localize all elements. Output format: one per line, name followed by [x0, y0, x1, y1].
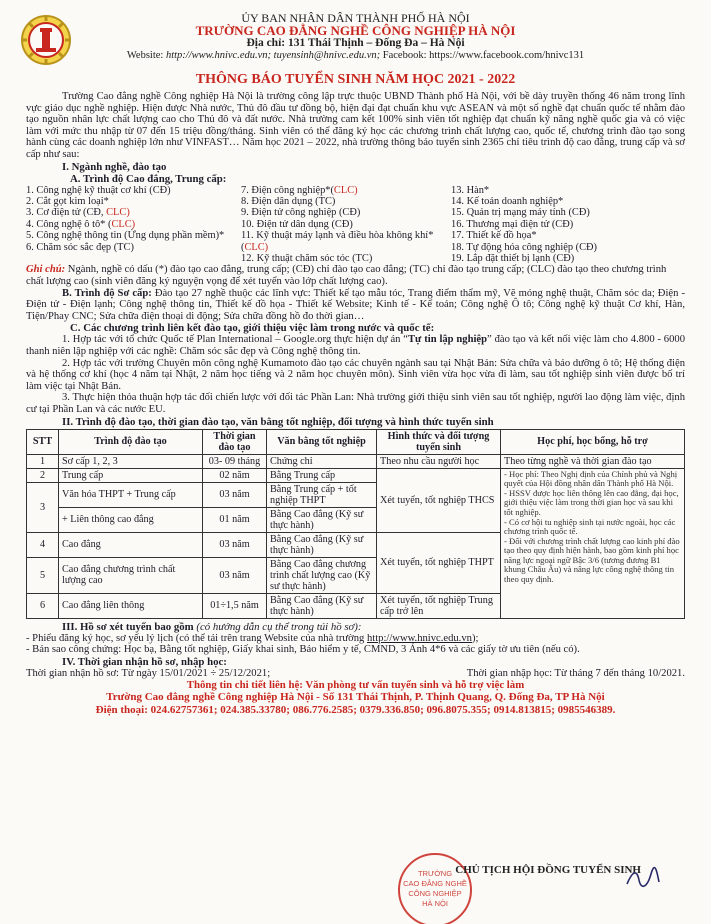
col-header: STT	[27, 429, 59, 454]
program-item: 10. Điện tử dân dụng (CĐ)	[241, 218, 353, 230]
documents-line-2: - Bản sao công chứng: Học bạ, Bằng tốt nghiệp, Giấy khai sinh, Bảo hiểm y tế, CMND, 3 Ảnh 4*6 và các giấy tờ ưu tiên (nếu có).	[26, 644, 580, 656]
program-item: 19. Lắp đặt thiết bị lạnh (CĐ)	[451, 253, 575, 264]
authority-name: ỦY BAN NHÂN DÂN THÀNH PHỐ HÀ NỘI	[241, 11, 470, 25]
table-row: + Liên thông cao đẳng 01 năm Bằng Cao đẳng (Kỹ sư thực hành)	[27, 507, 685, 532]
program-item: 6. Chăm sóc sắc đẹp (TC)	[26, 241, 134, 253]
notice-title: THÔNG BÁO TUYỂN SINH NĂM HỌC 2021 - 2022	[195, 72, 516, 87]
table-row: 5 Cao đẳng chương trình chất lượng cao 03 năm Bằng Cao đẳng chương trình chất lượng cao (Kỹ sư thực hành)	[27, 557, 685, 593]
program-item: 13. Hàn*	[451, 184, 490, 196]
program-note: Ghi chú: Ngành, nghề có dấu (*) đào tạo cao đẳng, trung cấp; (CĐ) chỉ đào tạo cao đẳng; (TC) chỉ đào tạo trung cấp; (CLC) đào tạo theo chương trình chất lượng cao (sinh viên đăng ký nguyện vọng để xét tuyển vào lớp chất lượng cao).	[26, 264, 667, 287]
contact-links	[26, 50, 685, 63]
dates-row	[26, 668, 685, 680]
email-link[interactable]: tuyensinh@hnivc.edu.vn;	[271, 49, 381, 61]
signature-title: CHỦ TỊCH HỘI ĐỒNG TUYỂN SINH	[455, 864, 641, 876]
partnership-2: 2. Hợp tác với trường Chuyên môn công nghệ Kumamoto đào tạo các chuyên ngành sau tại Nhật Bản: Sửa chữa và bảo dưỡng ô tô; Hệ thống điện và hệ thống cơ khí (học 4 năm tại Nhật, 2 năm học tiếng và 2 năm học chuyên môn). Sinh viên vừa học vừa đi làm, sau tốt nghiệp sinh viên được bố trí làm việc tại Nhật Bản.	[26, 357, 685, 392]
enrollment-period: Thời gian nhập học: Từ tháng 7 đến tháng 10/2021.	[466, 667, 685, 679]
col-header: Hình thức và đối tượng tuyển sinh	[377, 429, 501, 454]
facebook-link[interactable]: Facebook: https://www.facebook.com/hnivc131	[380, 49, 585, 61]
official-stamp: TRƯỜNG CAO ĐẲNG NGHỀ CÔNG NGHIỆP HÀ NỘI	[398, 853, 472, 924]
training-table	[26, 429, 685, 619]
section1-sub-b: B. Trình độ Sơ cấp: Đào tạo 27 nghề thuộc các lĩnh vực: Thiết kế tạo mẫu tóc, Trang điểm thẩm mỹ, Vẽ móng nghệ thuật, Chăm sóc da; Điện - Điện tử - Điện lạnh; Công nghệ thông tin, Thiết kế đồ họa - Thiết kế Website; Kinh tế - Kế toán; Công nghệ Ô tô; Công nghệ kỹ thuật Cơ khí, Hàn, Tiện/Phay CNC; Sửa chữa điện thoại di động; Sửa chữa đồng hồ đo thời gian…	[26, 287, 685, 322]
program-list	[26, 185, 685, 265]
contact-phones: Điện thoại: 024.62757361; 024.385.33780; 086.776.2585; 0379.336.850; 096.8075.355; 0914.813815; 0985546389.	[95, 703, 616, 716]
program-item: 9. Điện tử công nghiệp (CĐ)	[241, 207, 361, 219]
program-column-1	[26, 185, 241, 265]
table-row: 2 Trung cấp 02 năm Bằng Trung cấp Xét tuyển, tốt nghiệp THCS - Học phí: Theo Nghị định của Chính phủ và Nghị quyết của Hội đồng nhân dân Thành phố Hà Nội. - HSSV được học liên thông lên cao đẳng, đại học, giới thiệu việc làm trong thời gian học và sau khi tốt nghiệp. - Có cơ hội tu nghiệp sinh tại nước ngoài, học các chương trình quốc tế. - Đối với chương trình chất lượng cao kinh phí đào tạo theo quy định hiện hành, bao gồm kinh phí học năng lực ngoại ngữ Bậc 3/6 (tương đương B1 khung Châu Âu) và nâng lực công nghệ thông tin theo quy định.	[27, 468, 685, 482]
section3-heading: III. Hồ sơ xét tuyển bao gồm (có hướng dẫn cụ thể trong túi hồ sơ):	[62, 620, 362, 633]
contact-heading: Thông tin chi tiết liên hệ: Văn phòng tư vấn tuyển sinh và hỗ trợ việc làm	[186, 679, 525, 692]
program-item: 5. Công nghệ thông tin (Ứng dụng phần mềm)*	[26, 230, 225, 242]
program-item: 1. Công nghệ kỹ thuật cơ khí (CĐ)	[26, 184, 171, 196]
signature-scribble-icon	[623, 866, 663, 890]
program-item: 11. Kỹ thuật máy lạnh và điều hòa không khí* (CLC)	[241, 230, 434, 253]
documents-line-1: - Phiếu đăng ký học, sơ yếu lý lịch (có thể tải trên trang Website của nhà trường http://www.hnivc.edu.vn);	[26, 632, 479, 644]
section1-sub-a: A. Trình độ Cao đẳng, Trung cấp:	[70, 172, 227, 185]
website-link[interactable]: http://www.hnivc.edu.vn;	[165, 49, 272, 61]
website-link-2[interactable]: http://www.hnivc.edu.vn	[366, 632, 472, 644]
table-row: 1 Sơ cấp 1, 2, 3 03- 09 tháng Chứng chỉ Theo nhu cầu người học Theo từng nghề và thời gian đào tạo	[27, 454, 685, 468]
program-column-3	[451, 185, 671, 265]
table-row: 6 Cao đẳng liên thông 01÷1,5 năm Bằng Cao đẳng (Kỹ sư thực hành) Xét tuyển, tốt nghiệp Trung cấp trở lên	[27, 593, 685, 618]
program-item: 2. Cắt gọt kim loại*	[26, 195, 109, 207]
col-header: Học phí, học bổng, hỗ trợ	[501, 429, 685, 454]
program-item: 14. Kế toán doanh nghiệp*	[451, 195, 564, 207]
program-item: 8. Điện dân dụng (TC)	[241, 195, 336, 207]
website-label: Website:	[126, 49, 166, 61]
form-thpt: Xét tuyển, tốt nghiệp THPT	[377, 532, 501, 593]
program-item: 15. Quản trị mạng máy tính (CĐ)	[451, 207, 590, 219]
program-item: 17. Thiết kế đồ họa*	[451, 230, 537, 242]
school-address: Địa chỉ: 131 Thái Thịnh – Đống Đa – Hà Nội	[246, 37, 465, 49]
program-item: 18. Tự động hóa công nghiệp (CĐ)	[451, 241, 597, 253]
partnership-1: 1. Hợp tác với tổ chức Quốc tế Plan International – Google.org thực hiện dự án “Tự tin lập nghiệp” đào tạo và kết nối việc làm cho 4.800 - 6000 thanh niên lập nghiệp với các nghề: Chăm sóc sắc đẹp và Công nghệ thông tin.	[26, 334, 685, 357]
table-header-row	[27, 429, 685, 454]
application-period: Thời gian nhận hồ sơ: Từ ngày 15/01/2021 ÷ 25/12/2021;	[26, 667, 271, 679]
section4-heading: IV. Thời gian nhận hồ sơ, nhập học:	[62, 655, 227, 668]
program-item: 4. Công nghệ ô tô* (CLC)	[26, 218, 136, 230]
school-name: TRƯỜNG CAO ĐẲNG NGHỀ CÔNG NGHIỆP HÀ NỘI	[195, 22, 516, 38]
letterhead	[26, 0, 685, 62]
program-item: 12. Kỹ thuật chăm sóc tóc (TC)	[241, 253, 373, 264]
col-header: Thời gian đào tạo	[203, 429, 267, 454]
form-thcs: Xét tuyển, tốt nghiệp THCS	[377, 468, 501, 532]
note-label: Ghi chú:	[26, 264, 66, 276]
section1-heading: I. Ngành nghề, đào tạo	[62, 160, 167, 173]
col-header: Trình độ đào tạo	[59, 429, 203, 454]
table-row: 3 Văn hóa THPT + Trung cấp 03 năm Bằng Trung cấp + tốt nghiệp THPT	[27, 482, 685, 507]
col-header: Văn bằng tốt nghiệp	[267, 429, 377, 454]
program-item: 3. Cơ điện tử (CĐ, CLC)	[26, 207, 130, 219]
section1-sub-c: C. Các chương trình liên kết đào tạo, giới thiệu việc làm trong nước và quốc tế:	[70, 322, 435, 335]
fee-support-cell: - Học phí: Theo Nghị định của Chính phủ và Nghị quyết của Hội đồng nhân dân Thành phố Hà Nội. - HSSV được học liên thông lên cao đẳng, đại học, giới thiệu việc làm trong thời gian học và sau khi tốt nghiệp. - Có cơ hội tu nghiệp sinh tại nước ngoài, học các chương trình quốc tế. - Đối với chương trình chất lượng cao kinh phí đào tạo theo quy định hiện hành, bao gồm kinh phí học năng lực ngoại ngữ Bậc 3/6 (tương đương B1 khung Châu Âu) và nâng lực công nghệ thông tin theo quy định.	[501, 468, 685, 618]
table-row: 4 Cao đẳng 03 năm Bằng Cao đẳng (Kỹ sư thực hành) Xét tuyển, tốt nghiệp THPT	[27, 532, 685, 557]
program-column-2	[241, 185, 451, 265]
section2-heading: II. Trình độ đào tạo, thời gian đào tạo, văn bằng tốt nghiệp, đối tượng và hình thức tuyển sinh	[62, 415, 494, 428]
contact-address: Trường Cao đẳng nghề Công nghiệp Hà Nội - Số 131 Thái Thịnh, P. Thịnh Quang, Q. Đống Đa, TP Hà Nội	[106, 691, 605, 704]
program-item: 7. Điện công nghiệp*(CLC)	[241, 184, 358, 196]
program-item: 16. Thương mại điện tử (CĐ)	[451, 218, 574, 230]
partnership-3: 3. Thực hiện thỏa thuận hợp tác đối chiến lược với đối tác Phần Lan: Nhà trường giới thiệu sinh viên sau tốt nghiệp, người lao động làm việc, định cư tại Phần Lan và các nước EU.	[26, 392, 685, 415]
school-logo-icon	[20, 14, 72, 66]
intro-paragraph: Trường Cao đẳng nghề Công nghiệp Hà Nội là trường công lập trực thuộc UBND Thành phố Hà Nội, với bề dày truyền thống 46 năm trong lĩnh vực giáo dục nghề nghiệp. Hiện được Nhà nước, Thủ đô đầu tư đồng bộ, hiện đại đạt chuẩn khu vực ASEAN và một số nghề đạt chuẩn quốc tế nhằm đào tạo nguồn nhân lực chất lượng cao cho Thủ đô và đất nước. Nhà trường cam kết 100% sinh viên tốt nghiệp đạt chuẩn kỹ năng nghề quốc gia và có việc làm với mức thu nhập từ 07 đến 15 triệu đồng/tháng. Sinh viên có thể đăng ký học các chương trình chất lượng cao, quốc tế, chương trình đào tạo song hành cùng các doanh nghiệp lớn như VINFAST… Năm học 2021 – 2022, nhà trường thông báo tuyển sinh 2365 chỉ tiêu trình độ cao đẳng, trung cấp và sơ cấp như sau:	[26, 91, 685, 160]
